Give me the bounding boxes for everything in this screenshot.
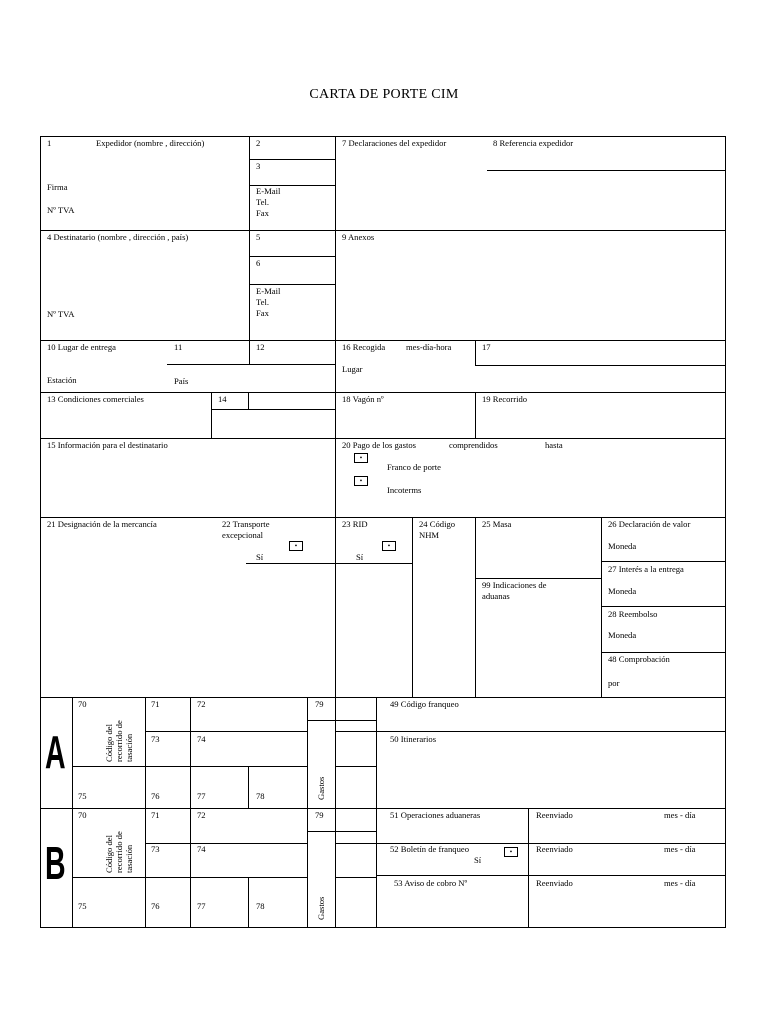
- field-20-pago-gastos[interactable]: 20 Pago de los gastos: [342, 440, 416, 450]
- si-label: Sí: [474, 855, 482, 865]
- cell-divider: [145, 731, 307, 732]
- field-16-recogida[interactable]: 16 Recogida: [342, 342, 386, 352]
- row-divider: [40, 697, 726, 698]
- codigo-line-2: recorrido de: [114, 720, 124, 762]
- field-12[interactable]: 12: [256, 342, 265, 352]
- field-76[interactable]: 76: [151, 791, 160, 801]
- cell-divider: [487, 170, 725, 171]
- mes-dia-label: mes - día: [664, 810, 696, 820]
- moneda-label[interactable]: Moneda: [608, 630, 637, 640]
- field-2[interactable]: 2: [256, 138, 261, 148]
- por-label[interactable]: por: [608, 678, 620, 688]
- row-divider: [40, 438, 726, 439]
- field-26-declaracion-valor[interactable]: 26 Declaración de valor: [608, 519, 691, 529]
- fax-label[interactable]: Fax: [256, 208, 269, 218]
- field-78[interactable]: 78: [256, 791, 265, 801]
- block-divider: [307, 697, 308, 927]
- cell-divider: [248, 766, 249, 808]
- codigo-line-2: recorrido de: [114, 831, 124, 873]
- cell-divider: [249, 340, 250, 364]
- transporte-excepcional-checkbox[interactable]: •: [289, 541, 303, 551]
- cell-divider: [307, 720, 376, 721]
- letter-a-mark: A: [45, 726, 66, 778]
- field-4-destinatario[interactable]: 4 Destinatario (nombre , dirección , país): [47, 232, 189, 242]
- cell-divider: [601, 517, 602, 697]
- cell-divider: [528, 808, 529, 927]
- reenviado-label[interactable]: Reenviado: [536, 844, 573, 854]
- nhm-label: NHM: [419, 530, 440, 540]
- field-72[interactable]: 72: [197, 810, 206, 820]
- field-21-designacion[interactable]: 21 Designación de la mercancía: [47, 519, 157, 529]
- field-79[interactable]: 79: [315, 699, 324, 709]
- hasta-label: hasta: [545, 440, 563, 450]
- row-divider: [40, 230, 726, 231]
- cell-divider: [412, 517, 413, 697]
- row-divider: [40, 517, 726, 518]
- field-79[interactable]: 79: [315, 810, 324, 820]
- field-24-codigo[interactable]: 24 Código: [419, 519, 456, 529]
- cell-divider: [249, 284, 335, 285]
- field-73[interactable]: 73: [151, 734, 160, 744]
- rid-checkbox[interactable]: •: [382, 541, 396, 551]
- cell-divider: [335, 843, 376, 844]
- gastos-label: Gastos: [316, 896, 326, 920]
- field-11[interactable]: 11: [174, 342, 183, 352]
- franco-label: Franco de porte: [387, 462, 441, 472]
- tva-label[interactable]: Nº TVA: [47, 205, 75, 215]
- field-15-informacion[interactable]: 15 Información para el destinatario: [47, 440, 168, 450]
- cell-divider: [475, 365, 725, 366]
- row-divider: [40, 808, 726, 809]
- field-72[interactable]: 72: [197, 699, 206, 709]
- cell-divider: [211, 392, 212, 438]
- si-label: Sí: [356, 552, 364, 562]
- cell-divider: [145, 843, 307, 844]
- cell-divider: [601, 652, 725, 653]
- field-71[interactable]: 71: [151, 810, 160, 820]
- field-9-anexos[interactable]: 9 Anexos: [342, 232, 375, 242]
- field-77[interactable]: 77: [197, 791, 206, 801]
- email-label[interactable]: E-Mail: [256, 286, 281, 296]
- cell-divider: [167, 364, 335, 365]
- cell-divider: [601, 561, 725, 562]
- field-10-lugar-entrega[interactable]: 10 Lugar de entrega: [47, 342, 116, 352]
- page-title: CARTA DE PORTE CIM: [309, 87, 459, 102]
- cell-divider: [335, 766, 376, 767]
- si-label: Sí: [256, 552, 264, 562]
- row-divider: [40, 392, 726, 393]
- cell-divider: [475, 392, 476, 438]
- cell-divider: [72, 877, 307, 878]
- cell-divider: [211, 409, 335, 410]
- pais-label[interactable]: País: [174, 376, 189, 386]
- codigo-line-3: tasación: [124, 844, 134, 873]
- firma-label[interactable]: Firma: [47, 182, 68, 192]
- cell-divider: [601, 606, 725, 607]
- frame-top: [40, 136, 726, 137]
- cell-divider: [475, 517, 476, 697]
- cell-divider: [307, 831, 376, 832]
- field-49-codigo-franqueo[interactable]: 49 Código franqueo: [390, 699, 459, 709]
- block-divider: [72, 697, 73, 927]
- field-48-comprobacion[interactable]: 48 Comprobación: [608, 654, 670, 664]
- field-53-aviso-cobro[interactable]: 53 Aviso de cobro Nº: [394, 878, 468, 888]
- franco-checkbox[interactable]: •: [354, 453, 368, 463]
- field-50-itinerarios[interactable]: 50 Itinerarios: [390, 734, 437, 744]
- field-51-operaciones-aduaneras[interactable]: 51 Operaciones aduaneras: [390, 810, 481, 820]
- field-74[interactable]: 74: [197, 734, 206, 744]
- mes-dia-label: mes - día: [664, 844, 696, 854]
- cell-divider: [248, 877, 249, 927]
- field-8-referencia[interactable]: 8 Referencia expedidor: [493, 138, 574, 148]
- field-3[interactable]: 3: [256, 161, 261, 171]
- fax-label[interactable]: Fax: [256, 308, 269, 318]
- mes-dia-label: mes - día: [664, 878, 696, 888]
- reenviado-label[interactable]: Reenviado: [536, 878, 573, 888]
- field-73[interactable]: 73: [151, 844, 160, 854]
- email-label[interactable]: E-Mail: [256, 186, 281, 196]
- field-19-recorrido[interactable]: 19 Recorrido: [482, 394, 528, 404]
- cell-divider: [475, 340, 476, 365]
- letter-b-mark: B: [45, 837, 66, 889]
- field-17[interactable]: 17: [482, 342, 491, 352]
- field-7-declaraciones[interactable]: 7 Declaraciones del expedidor: [342, 138, 447, 148]
- field-75[interactable]: 75: [78, 901, 87, 911]
- field-52-boletin-franqueo[interactable]: 52 Boletín de franqueo: [390, 844, 469, 854]
- field-5[interactable]: 5: [256, 232, 261, 242]
- field-77[interactable]: 77: [197, 901, 206, 911]
- field-14[interactable]: 14: [218, 394, 227, 404]
- field-22-transporte[interactable]: 22 Transporte: [222, 519, 270, 529]
- incoterms-label: Incoterms: [387, 485, 422, 495]
- cell-divider: [249, 230, 250, 340]
- boletin-franqueo-checkbox[interactable]: •: [504, 847, 518, 857]
- cell-divider: [475, 578, 601, 579]
- field-6[interactable]: 6: [256, 258, 261, 268]
- tel-label[interactable]: Tel.: [256, 197, 269, 207]
- cell-divider: [376, 731, 725, 732]
- lugar-label[interactable]: Lugar: [342, 364, 363, 374]
- field-27-interes[interactable]: 27 Interés a la entrega: [608, 564, 684, 574]
- frame-bottom: [40, 927, 726, 928]
- field-1-number: 1: [47, 138, 52, 148]
- field-71[interactable]: 71: [151, 699, 160, 709]
- cell-divider: [72, 766, 307, 767]
- cell-divider: [335, 877, 376, 878]
- field-28-reembolso[interactable]: 28 Reembolso: [608, 609, 658, 619]
- cell-divider: [376, 875, 725, 876]
- cell-divider: [335, 731, 376, 732]
- incoterms-checkbox[interactable]: •: [354, 476, 368, 486]
- reenviado-label[interactable]: Reenviado: [536, 810, 573, 820]
- codigo-line-3: tasación: [124, 733, 134, 762]
- field-70[interactable]: 70: [78, 699, 87, 709]
- moneda-label[interactable]: Moneda: [608, 541, 637, 551]
- field-78[interactable]: 78: [256, 901, 265, 911]
- tel-label[interactable]: Tel.: [256, 297, 269, 307]
- estacion-label[interactable]: Estación: [47, 375, 77, 385]
- field-70[interactable]: 70: [78, 810, 87, 820]
- codigo-line-1: Código del: [104, 835, 114, 873]
- codigo-recorrido-label: [104, 831, 134, 873]
- codigo-line-1: Código del: [104, 724, 114, 762]
- center-divider: [335, 136, 336, 697]
- aduanas-label: aduanas: [482, 591, 510, 601]
- row-divider: [40, 340, 726, 341]
- mes-dia-hora-label: mes-día-hora: [406, 342, 452, 352]
- codigo-recorrido-label: [104, 720, 134, 762]
- field-25-masa[interactable]: 25 Masa: [482, 519, 512, 529]
- cell-divider: [249, 159, 335, 160]
- tva-label[interactable]: Nº TVA: [47, 309, 75, 319]
- cell-divider: [249, 136, 250, 230]
- field-74[interactable]: 74: [197, 844, 206, 854]
- moneda-label[interactable]: Moneda: [608, 586, 637, 596]
- field-1-expedidor[interactable]: Expedidor (nombre , dirección): [96, 138, 205, 148]
- gastos-label: Gastos: [316, 776, 326, 800]
- comprendidos-label: comprendidos: [449, 440, 498, 450]
- field-18-vagon[interactable]: 18 Vagón nº: [342, 394, 384, 404]
- field-99-indicaciones[interactable]: 99 Indicaciones de: [482, 580, 547, 590]
- field-75[interactable]: 75: [78, 791, 87, 801]
- cell-divider: [249, 256, 335, 257]
- cell-divider: [248, 392, 249, 409]
- field-76[interactable]: 76: [151, 901, 160, 911]
- field-23-rid[interactable]: 23 RID: [342, 519, 368, 529]
- cell-divider: [246, 563, 412, 564]
- excepcional-label: excepcional: [222, 530, 264, 540]
- field-13-condiciones[interactable]: 13 Condiciones comerciales: [47, 394, 144, 404]
